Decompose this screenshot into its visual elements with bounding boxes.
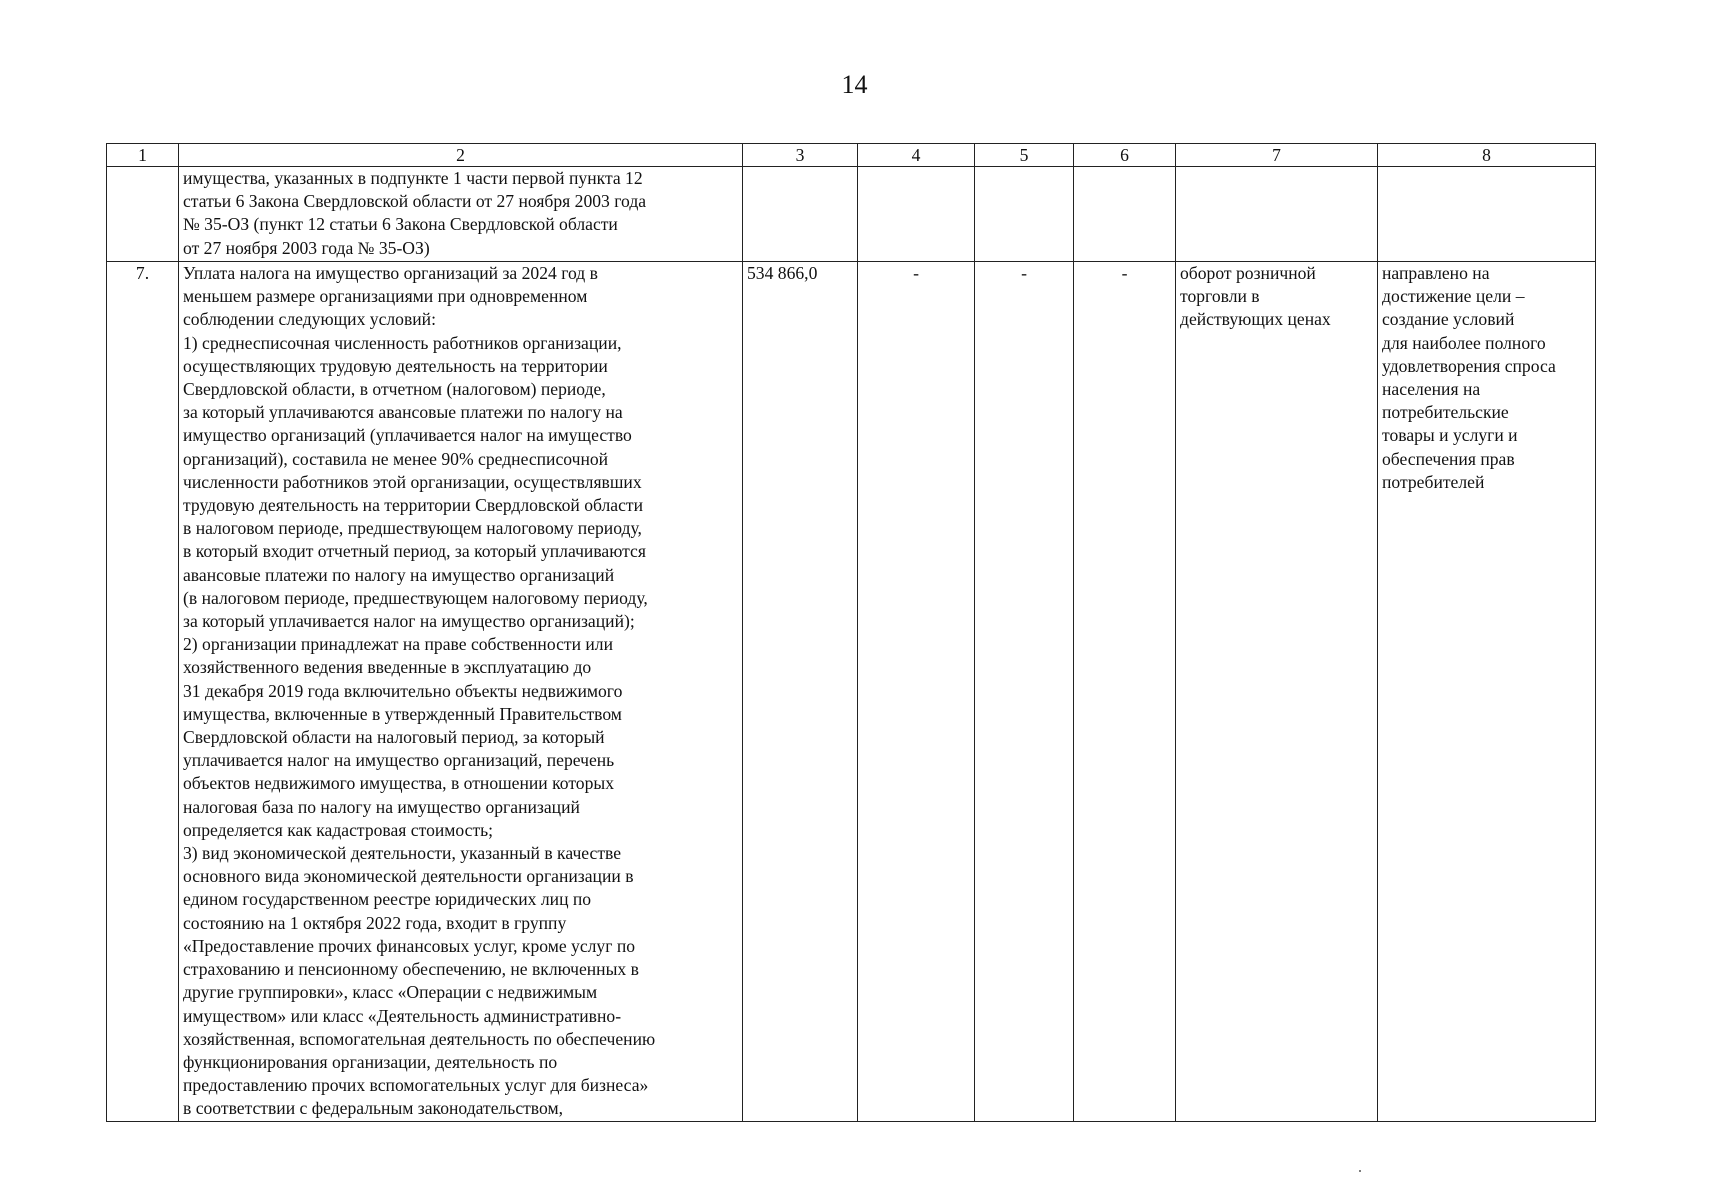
description-cell: Уплата налога на имущество организаций за 2024 год в меньшем размере организациями при одновременном соблюдении следующих условий: 1) среднесписочная численность работников организации, осуществляющих трудовую деятельность на территории Свердловской области, в отчетном (налоговом) периоде, за который уплачиваются авансовые платежи по налогу на имущество организаций (уплачивается налог на имущество организаций), составила не менее 90% среднесписочной численности работников этой организации, осуществлявших трудовую деятельность на территории Свердловской области в налоговом периоде, предшествующем налоговому периоду, в который входит отчетный период, за который уплачиваются авансовые платежи по налогу на имущество организаций (в налоговом периоде, предшествующем налоговому периоду, за который уплачивается налог на имущество организаций); 2) организации принадлежат на праве собственности или хозяйственного ведения введенные в эксплуатацию до 31 декабря 2019 года включительно объекты недвижимого имущества, включенные в утвержденный Правительством Свердловской области на налоговый период, за который уплачивается налог на имущество организаций, перечень объектов недвижимого имущества, в отношении которых налоговая база по налогу на имущество организаций определяется как кадастровая стоимость; 3) вид экономической деятельности, указанный в качестве основного вида экономической деятельности организации в едином государственном реестре юридических лиц по состоянию на 1 октября 2022 года, входит в группу «Предоставление прочих финансовых услуг, кроме услуг по страхованию и пенсионному обеспечению, не включенных в другие группировки», класс «Операции с недвижимым имуществом» или класс «Деятельность административно- хозяйственная, вспомогательная деятельность по обеспечению функционирования организации, деятельность по предоставлению прочих вспомогательных услуг для бизнеса» в соответствии с федеральным законодательством, <box>179 262 743 1122</box>
data-table <box>106 143 1596 1122</box>
column-header: 7 <box>1176 144 1378 167</box>
column-6-cell <box>1074 167 1176 262</box>
column-header: 2 <box>179 144 743 167</box>
column-header: 5 <box>975 144 1074 167</box>
indicator-cell: оборот розничной торговли в действующих ценах <box>1176 262 1378 1122</box>
table-header-row <box>107 144 1596 167</box>
goal-cell: направлено на достижение цели – создание условий для наиболее полного удовлетворения спроса населения на потребительские товары и услуги и обеспечения прав потребителей <box>1378 262 1596 1122</box>
column-header: 4 <box>858 144 975 167</box>
goal-cell <box>1378 167 1596 262</box>
column-4-cell <box>858 167 975 262</box>
column-header: 6 <box>1074 144 1176 167</box>
scan-speck <box>1359 1170 1361 1172</box>
amount-cell <box>743 167 858 262</box>
column-6-cell: - <box>1074 262 1176 1122</box>
column-header: 8 <box>1378 144 1596 167</box>
indicator-cell <box>1176 167 1378 262</box>
table-row <box>107 167 1596 262</box>
page-number: 14 <box>841 70 868 99</box>
column-5-cell <box>975 167 1074 262</box>
table-row <box>107 262 1596 1122</box>
row-number-cell: 7. <box>107 262 179 1122</box>
column-header: 1 <box>107 144 179 167</box>
column-header: 3 <box>743 144 858 167</box>
row-number-cell <box>107 167 179 262</box>
column-5-cell: - <box>975 262 1074 1122</box>
amount-cell: 534 866,0 <box>743 262 858 1122</box>
description-cell: имущества, указанных в подпункте 1 части первой пункта 12 статьи 6 Закона Свердловской области от 27 ноября 2003 года № 35-ОЗ (пункт 12 статьи 6 Закона Свердловской области от 27 ноября 2003 года № 35-ОЗ) <box>179 167 743 262</box>
column-4-cell: - <box>858 262 975 1122</box>
